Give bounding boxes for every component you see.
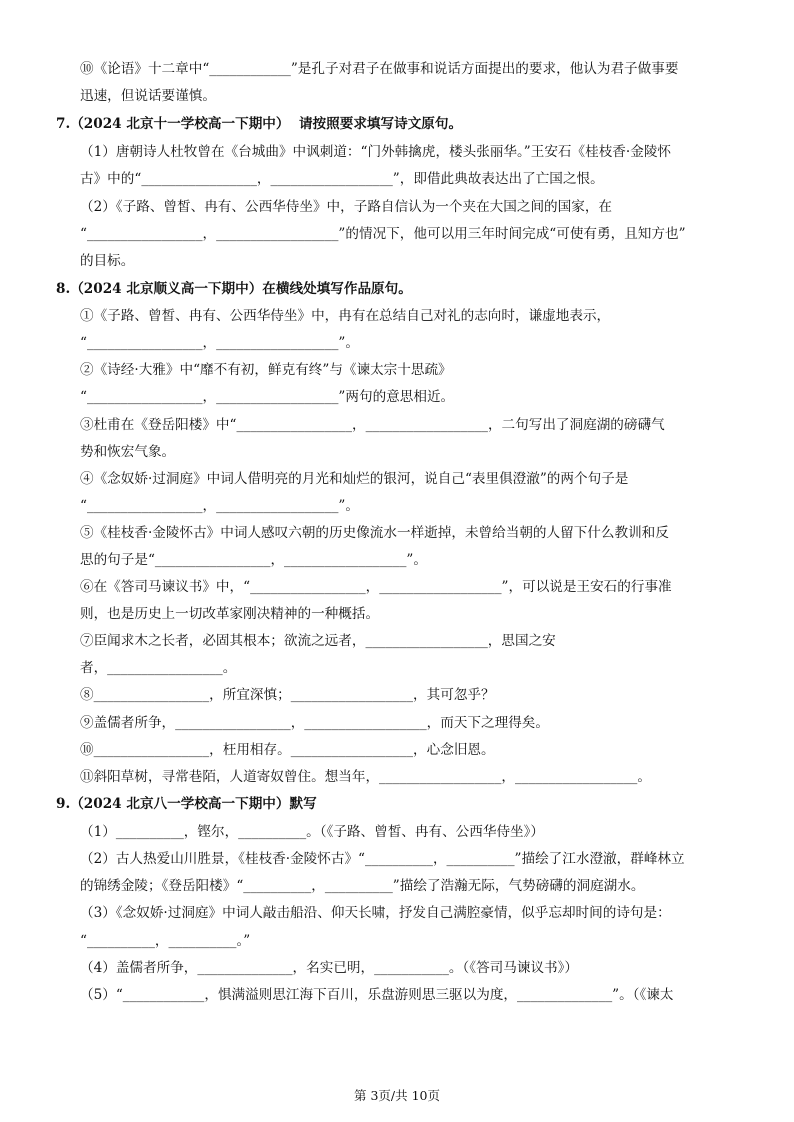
q8-item6-line1: ⑥在《答司马谏议书》中，“_________________，__________________”，可以说是王安石的行事准 — [80, 579, 672, 595]
q9-part3-line2: “__________，__________。” — [80, 933, 251, 949]
q8-item10: ⑩_________________，枉用相存。__________________，心念旧恩。 — [80, 742, 495, 758]
q8-item4-line1: ④《念奴娇·过洞庭》中词人借明亮的月光和灿烂的银河，说自己“表里俱澄澈”的两个句子是 — [80, 471, 629, 487]
q8-item5-line2: 思的句子是“_________________，__________________”。 — [80, 552, 427, 568]
q8-item7-line1: ⑦臣闻求木之长者，必固其根本；欲流之远者，__________________，思国之安 — [80, 633, 556, 649]
q8-item8: ⑧_________________，所宜深慎；__________________，其可忽乎？ — [80, 687, 495, 703]
question-7-header: 7.（2024 北京十一学校高一下期中） 请按照要求填写诗文原句。 — [56, 116, 463, 132]
q9-part5-line1: （5）“____________，惧满溢则思江海下百川，乐盘游则思三驱以为度，______________”。（《谏太 — [80, 987, 674, 1003]
q8-item4-line2: “_________________，__________________”。 — [80, 498, 359, 514]
q8-item5-line1: ⑤《桂枝香·金陵怀古》中词人感叹六朝的历史像流水一样逝掉，未曾给当朝的人留下什么教训和反 — [80, 525, 669, 541]
q7-part2-line2: “_________________，__________________”的情况下，他可以用三年时间完成“可使有勇，且知方也” — [80, 226, 686, 242]
question-9-header: 9.（2024 北京八一学校高一下期中）默写 — [56, 796, 317, 812]
q8-item3-line1: ③杜甫在《登岳阳楼》中“_________________，__________________，二句写出了洞庭湖的磅礴气 — [80, 417, 665, 433]
item-10-analects-line1: ⑩《论语》十二章中“____________”是孔子对君子在做事和说话方面提出的要求，他认为君子做事要 — [80, 61, 679, 77]
q9-part3-line1: （3）《念奴娇·过洞庭》中词人敲击船沿、仰天长啸，抒发自己满腔豪情，似乎忘却时间的诗句是： — [80, 905, 671, 921]
q7-part2-line3: 的目标。 — [80, 253, 135, 269]
q8-item2-line1: ②《诗经·大雅》中“靡不有初，鲜克有终”与《谏太宗十思疏》 — [80, 362, 452, 378]
q8-item9: ⑨盖儒者所争，_________________，__________________，而天下之理得矣。 — [80, 715, 549, 731]
item-10-analects-line2: 迅速，但说话要谨慎。 — [80, 88, 216, 104]
q7-part2-line1: （2）《子路、曾皙、冉有、公西华侍坐》中，子路自信认为一个夹在大国之间的国家，在 — [80, 199, 613, 215]
q9-part2-line2: 的锦绣金陵；《登岳阳楼》“__________，__________”描绘了浩瀚无际，气势磅礴的洞庭湖水。 — [80, 878, 645, 894]
q8-item1-line2: “_________________，__________________”。 — [80, 335, 359, 351]
q9-part4: （4）盖儒者所争，______________，名实已明，___________。（《答司马谏议书》） — [80, 960, 579, 976]
q7-part1-line1: （1）唐朝诗人杜牧曾在《台城曲》中讽刺道：“门外韩擒虎，楼头张丽华。”王安石《桂枝香·金陵怀 — [80, 144, 672, 160]
q8-item7-line2: 者，_________________。 — [80, 660, 237, 676]
q8-item2-line2: “_________________，__________________”两句的意思相近。 — [80, 389, 455, 405]
q8-item11: ⑪斜阳草树，寻常巷陌，人道寄奴曾住。想当年，__________________，__________________。 — [80, 769, 651, 785]
q9-part1: （1）__________，铿尔，__________。（《子路、曾皙、冉有、公西华侍坐》） — [80, 824, 545, 840]
question-8-header: 8.（2024 北京顺义高一下期中）在横线处填写作品原句。 — [56, 281, 412, 297]
q8-item3-line2: 势和恢宏气象。 — [80, 444, 176, 460]
q8-item1-line1: ①《子路、曾皙、冉有、公西华侍坐》中，冉有在总结自己对礼的志向时，谦虚地表示， — [80, 308, 611, 324]
page-footer: 第 3页/共 10页 — [353, 1088, 441, 1103]
q7-part1-line2: 古》中的“_________________，__________________”，即借此典故表达出了亡国之恨。 — [80, 171, 604, 187]
q8-item6-line2: 则，也是历史上一切改革家刚决精神的一种概括。 — [80, 606, 380, 622]
q9-part2-line1: （2）古人热爱山川胜景，《桂枝香·金陵怀古》“__________，__________”描绘了江水澄澈，群峰林立 — [80, 851, 685, 867]
